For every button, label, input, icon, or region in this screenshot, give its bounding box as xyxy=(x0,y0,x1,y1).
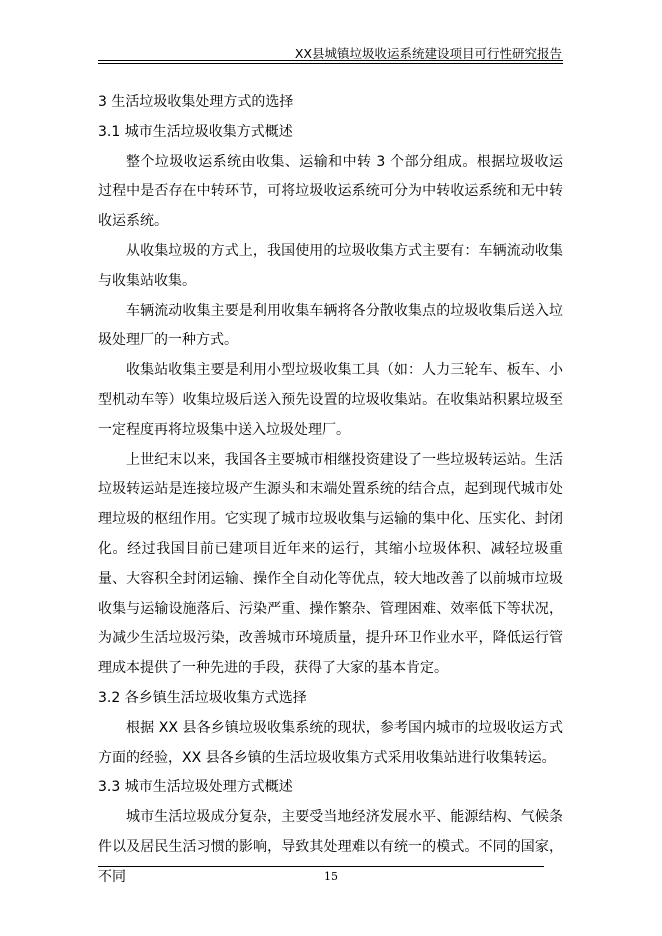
paragraph: 车辆流动收集主要是利用收集车辆将各分散收集点的垃圾收集后送入垃圾处理厂的一种方式。 xyxy=(98,302,563,349)
section-heading-3: 3 生活垃圾收集处理方式的选择 xyxy=(98,94,294,110)
section-heading-3-1: 3.1 城市生活垃圾收集方式概述 xyxy=(98,123,293,140)
page-number: 15 xyxy=(324,870,338,883)
section-heading-3-3: 3.3 城市生活垃圾处理方式概述 xyxy=(98,779,293,796)
header-rule xyxy=(98,60,563,61)
paragraph: 从收集垃圾的方式上，我国使用的垃圾收集方式主要有：车辆流动收集与收集站收集。 xyxy=(98,242,563,289)
paragraph: 整个垃圾收运系统由收集、运输和中转 3 个部分组成。根据垃圾收运过程中是否存在中转环节，可将垃圾收运系统可分为中转收运系统和无中转收运系统。 xyxy=(98,153,563,230)
page-body xyxy=(98,88,563,893)
running-header: XX县城镇垃圾收运系统建设项目可行性研究报告 xyxy=(294,46,562,61)
header-rule-thin xyxy=(98,63,563,64)
paragraph: 收集站收集主要是利用小型垃圾收集工具（如：人力三轮车、板车、小型机动车等）收集垃圾后送入预先设置的垃圾收集站。在收集站积累垃圾至一定程度再将垃圾集中送入垃圾处理厂。 xyxy=(98,362,563,438)
footer-rule xyxy=(98,866,544,867)
paragraph: 根据 XX 县各乡镇垃圾收集系统的现状，参考国内城市的垃圾收运方式方面的经验，XX 县各乡镇的生活垃圾收集方式采用收集站进行收集转运。 xyxy=(98,719,563,766)
paragraph: 上世纪末以来，我国各主要城市相继投资建设了一些垃圾转运站。生活垃圾转运站是连接垃圾产生源头和末端处置系统的结合点，起到现代城市处理垃圾的枢纽作用。它实现了城市垃圾收集与运输的集中化、压实化、封闭化。经过我国目前已建项目近年来的运行，其缩小垃圾体积、减轻垃圾重量、大容积全封闭运输、操作全自动化等优点，较大地改善了以前城市垃圾收集与运输设施落后、污染严重、操作繁杂、管理困难、效率低下等状况，为减少生活垃圾污染，改善城市环境质量，提升环卫作业水平，降低运行管理成本提供了一种先进的手段，获得了大家的基本肯定。 xyxy=(98,451,563,677)
paragraph: 城市生活垃圾成分复杂，主要受当地经济发展水平、能源结构、气候条件以及居民生活习惯的影响，导致其处理难以有统一的模式。不同的国家，不同 xyxy=(98,809,563,885)
section-heading-3-2: 3.2 各乡镇生活垃圾收集方式选择 xyxy=(98,689,307,706)
